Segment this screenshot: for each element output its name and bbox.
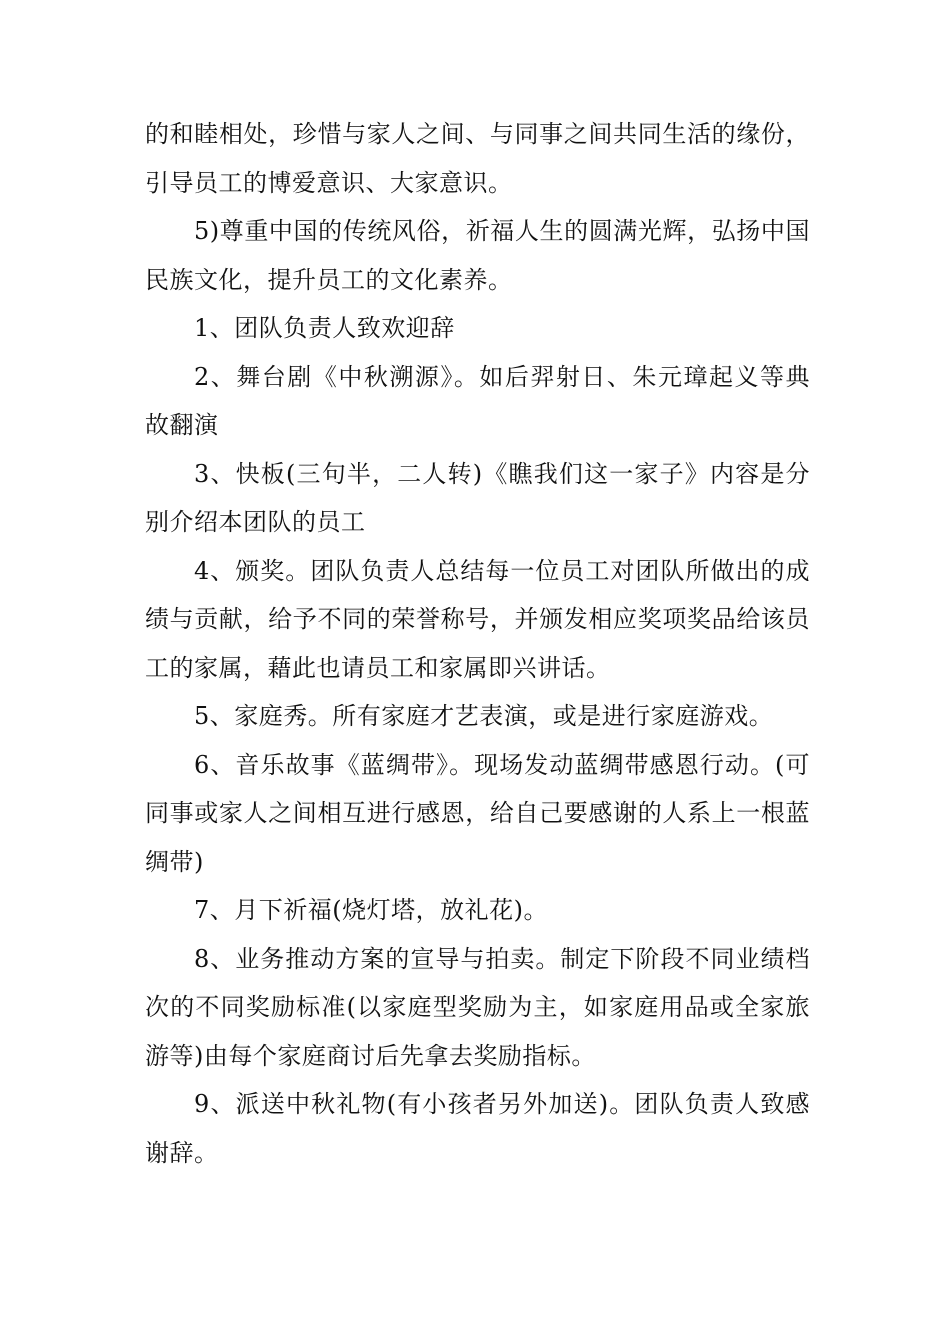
paragraph-continuation: 的和睦相处，珍惜与家人之间、与同事之间共同生活的缘份，引导员工的博爱意识、大家意识。 [145,120,810,197]
paragraph-item-1: 1、团队负责人致欢迎辞 [194,314,455,342]
paragraph-item-2: 2、舞台剧《中秋溯源》。如后羿射日、朱元璋起义等典故翻演 [145,362,810,439]
paragraph-item-6: 6、音乐故事《蓝绸带》。现场发动蓝绸带感恩行动。(可同事或家人之间相互进行感恩，给自己要感谢的人系上一根蓝绸带) [145,750,810,876]
paragraph-item-5: 5、家庭秀。所有家庭才艺表演，或是进行家庭游戏。 [194,702,774,730]
paragraph-item-4: 4、颁奖。团队负责人总结每一位员工对团队所做出的成绩与贡献，给予不同的荣誉称号，并颁发相应奖项奖品给该员工的家属，藉此也请员工和家属即兴讲话。 [145,556,810,682]
paragraph-item-9: 9、派送中秋礼物(有小孩者另外加送)。团队负责人致感谢辞。 [145,1090,810,1167]
paragraph-item-7: 7、月下祈福(烧灯塔，放礼花)。 [194,896,548,924]
paragraph-item-8: 8、业务推动方案的宣导与拍卖。制定下阶段不同业绩档次的不同奖励标准(以家庭型奖励为主，如家庭用品或全家旅游等)由每个家庭商讨后先拿去奖励指标。 [145,944,810,1070]
document-body [145,110,810,1177]
paragraph-item-3: 3、快板(三句半，二人转)《瞧我们这一家子》内容是分别介绍本团队的员工 [145,459,810,536]
paragraph-objective-5: 5)尊重中国的传统风俗，祈福人生的圆满光辉，弘扬中国民族文化，提升员工的文化素养。 [145,217,810,294]
